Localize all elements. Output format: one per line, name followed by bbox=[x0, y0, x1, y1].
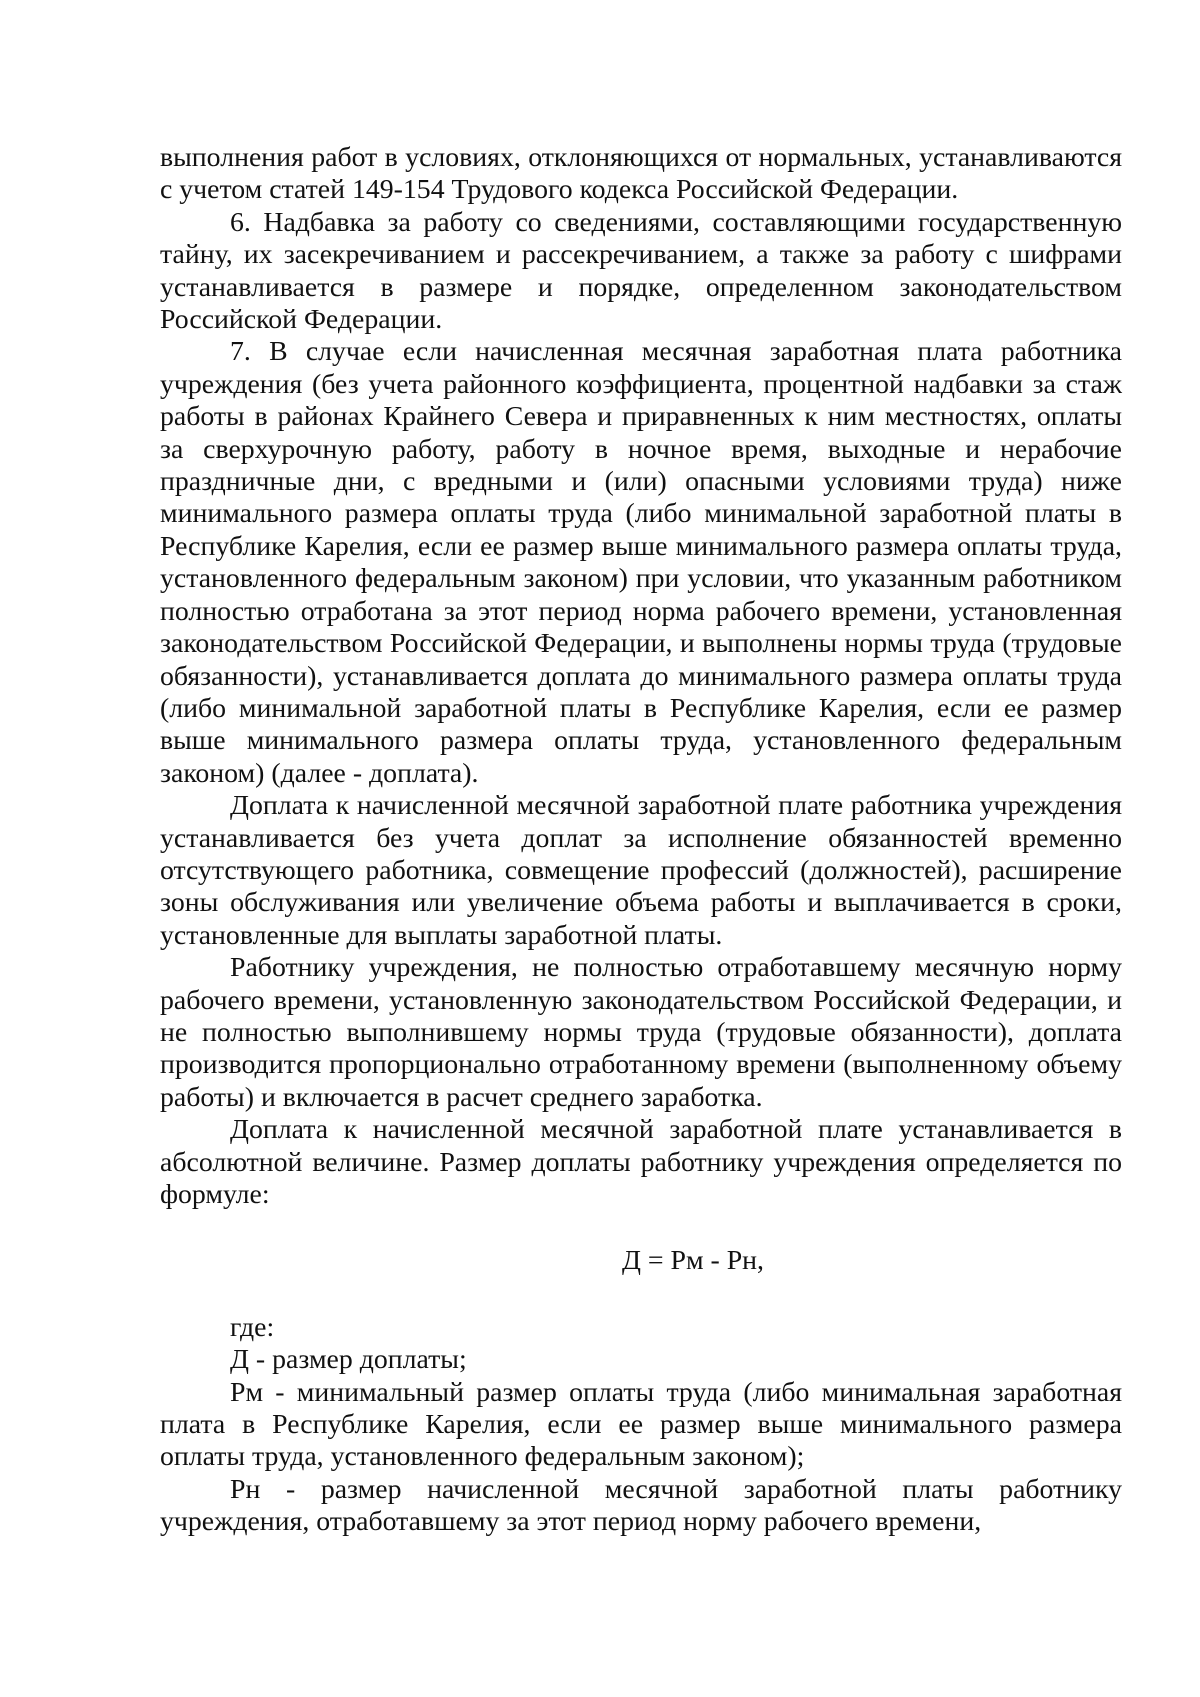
definition-rm: Рм - минимальный размер оплаты труда (либо минимальная заработная плата в Республике Карелия, если ее размер выше минимального размера оплаты труда, установленного федеральным законом); bbox=[160, 1376, 1122, 1473]
paragraph-partial-norm: Работнику учреждения, не полностью отработавшему месячную норму рабочего времени, установленную законодательством Российской Федерации, и не полностью выполнившему нормы труда (трудовые обязанности), доплата производится пропорционально отработанному времени (выполненному объему работы) и включается в расчет среднего заработка. bbox=[160, 952, 1122, 1113]
paragraph-continuation: выполнения работ в условиях, отклоняющихся от нормальных, устанавливаются с учетом статей 149-154 Трудового кодекса Российской Федерации. bbox=[160, 142, 1122, 206]
paragraph-item-6: 6. Надбавка за работу со сведениями, составляющими государственную тайну, их засекречиванием и рассекречиванием, а также за работу с шифрами устанавливается в размере и порядке, определенном законодательством Российской Федерации. bbox=[160, 206, 1122, 336]
definition-rn: Рн - размер начисленной месячной заработной платы работнику учреждения, отработавшему за этот период норму рабочего времени, bbox=[160, 1473, 1122, 1538]
paragraph-item-7: 7. В случае если начисленная месячная заработная плата работника учреждения (без учета районного коэффициента, процентной надбавки за стаж работы в районах Крайнего Севера и приравненных к ним местностях, оплаты за сверхурочную работу, работу в ночное время, выходные и нерабочие праздничные дни, с вредными и (или) опасными условиями труда) ниже минимального размера оплаты труда (либо минимальной заработной платы в Республике Карелия, если ее размер выше минимального размера оплаты труда, установленного федеральным законом) при условии, что указанным работником полностью отработана за этот период норма рабочего времени, установленная законодательством Российской Федерации, и выполнены нормы труда (трудовые обязанности), устанавливается доплата до минимального размера оплаты труда (либо минимальной заработной платы в Республике Карелия, если ее размер выше минимального размера оплаты труда, установленного федеральным законом) (далее - доплата). bbox=[160, 336, 1122, 789]
document-body bbox=[160, 142, 1122, 1539]
paragraph-formula-intro: Доплата к начисленной месячной заработной плате устанавливается в абсолютной величине. Размер доплаты работнику учреждения определяется по формуле: bbox=[160, 1114, 1122, 1210]
paragraph-doplata-conditions: Доплата к начисленной месячной заработной плате работника учреждения устанавливается без учета доплат за исполнение обязанностей временно отсутствующего работника, совмещение профессий (должностей), расширение зоны обслуживания или увеличение объема работы и выплачивается в сроки, установленные для выплаты заработной платы. bbox=[160, 790, 1122, 951]
definition-d: Д - размер доплаты; bbox=[230, 1344, 467, 1376]
formula: Д = Рм - Рн, bbox=[621, 1245, 765, 1277]
definition-where: где: bbox=[230, 1311, 275, 1343]
